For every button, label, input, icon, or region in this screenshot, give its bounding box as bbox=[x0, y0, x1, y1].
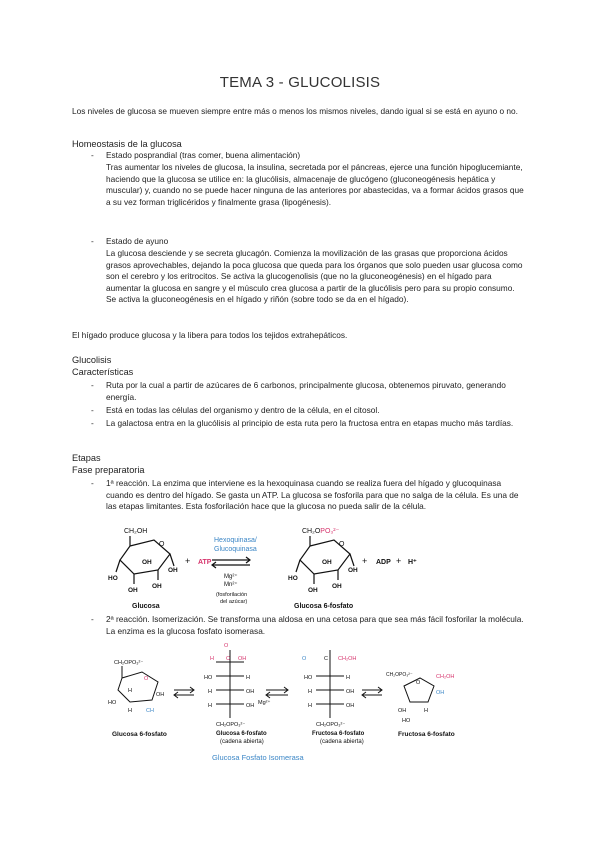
ch-label: CH bbox=[146, 708, 154, 714]
ho-label: HO bbox=[204, 675, 213, 681]
ch2opo3-label: CH₂OPO₃²⁻ bbox=[386, 672, 413, 678]
ch2oh-label: CH₂OH bbox=[436, 674, 455, 680]
intro-paragraph: Los niveles de glucosa se mueven siempre entre más o menos los mismos niveles, dando igual si se está en ayuno o no. bbox=[72, 106, 518, 116]
cadena-abierta-label: (cadena abierta) bbox=[320, 739, 364, 745]
caracteristica-item: La galactosa entra en la glucólisis al principio de esta ruta pero la fructosa entra en etapas mucho más tardías. bbox=[106, 418, 514, 428]
oh-label: OH bbox=[308, 587, 318, 594]
ketone-oxygen: O bbox=[302, 656, 307, 662]
aldehyde-label: O bbox=[224, 643, 229, 649]
oh-label: OH bbox=[168, 567, 178, 574]
glucolisis-heading: Glucolisis bbox=[72, 355, 112, 365]
enzyme-glucoquinasa: Glucoquinasa bbox=[214, 546, 257, 553]
h-label: H bbox=[346, 675, 350, 681]
mn-cofactor: Mn²⁺ bbox=[224, 582, 238, 588]
fructosa-open-label: Fructosa 6-fosfato bbox=[312, 731, 365, 737]
mg-cofactor: Mg²⁺ bbox=[258, 700, 271, 706]
ayuno-label: Estado de ayuno bbox=[106, 236, 169, 246]
ayuno-text: La glucosa desciende y se secreta glucagón. Comienza la movilización de las grasas que proporciona ácidos grasos aprovechables, dejando la poca glucosa que queda para los órganos que solo pueden usar glucosa como son el cerebro y los eritrocitos. Se activa la glucogenolisis (que no la gluconeogénesis) en el hígado para aumentar la glucosa en sangre y el músculo crea glucosa a partir de la glucólisis pero para su propio consumo. Se activa la gluconeogénesis en el hígado y riñón (sobre todo se da en el hígado). bbox=[106, 248, 523, 305]
ch2opo3-label: CH₂OPO₃²⁻ bbox=[114, 660, 144, 666]
oh-label: OH bbox=[322, 559, 332, 566]
isomerasa-reaction-figure bbox=[108, 638, 488, 764]
bullet-dash: - bbox=[91, 236, 94, 246]
oh-label: OH bbox=[246, 689, 255, 695]
caracteristica-item: Ruta por la cual a partir de azúcares de 6 carbonos, principalmente glucosa, obtenemos piruvato, generando energía. bbox=[106, 380, 506, 402]
c-label: C bbox=[226, 656, 230, 662]
ch2opo3-label: CH₂OPO₃²⁻ bbox=[216, 722, 246, 728]
ring-oxygen: O bbox=[339, 541, 345, 548]
note-azucar: del azúcar) bbox=[220, 599, 248, 605]
oh-label: OH bbox=[346, 689, 355, 695]
h-label: H bbox=[210, 656, 214, 662]
cadena-abierta-label: (cadena abierta) bbox=[220, 739, 264, 745]
h-label: H bbox=[424, 708, 428, 714]
ch2opo3-label: CH₂OPO₃²⁻ bbox=[316, 722, 346, 728]
oh-label: OH bbox=[152, 583, 162, 590]
fructosa-6-fosfato-label: Fructosa 6-fosfato bbox=[398, 731, 455, 738]
note-fosforilacion: (fosforilación bbox=[216, 592, 248, 598]
isomerasa-caption: Glucosa Fosfato Isomerasa bbox=[212, 753, 304, 762]
oh-label: OH bbox=[398, 708, 407, 714]
caracteristicas-heading: Características bbox=[72, 367, 134, 377]
hexoquinasa-reaction-figure bbox=[108, 524, 488, 612]
ch2oh-label: CH₂OH bbox=[124, 528, 148, 535]
ring-oxygen: O bbox=[416, 680, 421, 686]
ho-label: HO bbox=[288, 575, 298, 582]
ho-label: HO bbox=[108, 575, 118, 582]
etapas-heading: Etapas bbox=[72, 453, 101, 463]
oh-label: OH bbox=[142, 559, 152, 566]
posprandial-text: Tras aumentar los niveles de glucosa, la insulina, secretada por el páncreas, ejerce una función hipoglucemiante, haciendo que la glucosa se utilice en: la glucólisis, almacenaje de glucógeno (gluconeogénesis hepática y muscular) y, cuando no se puede hacer ninguna de las anteriores por abastecidas, va a formar ácidos grasos que a su vez forman triglicéridos y finalmente grasa (lipogénesis). bbox=[106, 162, 524, 207]
glucosa-6-fosfato-label: Glucosa 6-fosfato bbox=[294, 603, 354, 610]
h-label: H bbox=[128, 708, 132, 714]
h-label: H bbox=[308, 689, 312, 695]
bullet-dash: - bbox=[91, 478, 94, 488]
ch2opo3-label: CH₂OPO₃²⁻ bbox=[302, 528, 340, 535]
plus-sign: + bbox=[396, 556, 402, 566]
bullet-dash: - bbox=[91, 614, 94, 624]
glucosa-label: Glucosa bbox=[132, 603, 160, 610]
h-label: H bbox=[308, 703, 312, 709]
fase-preparatoria-heading: Fase preparatoria bbox=[72, 465, 145, 475]
caracteristica-item: Está en todas las células del organismo y dentro de la célula, en el citosol. bbox=[106, 405, 380, 415]
glucosa-6-fosfato-label: Glucosa 6-fosfato bbox=[112, 731, 167, 738]
homeostasis-heading: Homeostasis de la glucosa bbox=[72, 139, 182, 149]
bullet-dash: - bbox=[91, 418, 94, 428]
page-title: TEMA 3 - GLUCOLISIS bbox=[219, 74, 381, 91]
oh-label: OH bbox=[348, 567, 358, 574]
oh-label: OH bbox=[346, 703, 355, 709]
ho-label: HO bbox=[108, 700, 117, 706]
c-label: C bbox=[324, 656, 328, 662]
higado-paragraph: El hígado produce glucosa y la libera para todos los tejidos extrahepáticos. bbox=[72, 330, 348, 340]
bullet-dash: - bbox=[91, 150, 94, 160]
oh-label: OH bbox=[128, 587, 138, 594]
ho-label: HO bbox=[304, 675, 313, 681]
proton-label: H⁺ bbox=[408, 559, 417, 566]
ch2oh-label: CH₂OH bbox=[338, 656, 357, 662]
bullet-dash: - bbox=[91, 380, 94, 390]
ho-label: HO bbox=[402, 718, 411, 724]
plus-sign: + bbox=[362, 556, 368, 566]
oh-label: OH bbox=[156, 692, 165, 698]
ring-oxygen: O bbox=[159, 541, 165, 548]
adp-label: ADP bbox=[376, 559, 391, 566]
reaction-1-text: 1ª reacción. La enzima que interviene es la hexoquinasa cuando se realiza fuera del hígado y glucoquinasa cuando es dentro del hígado. Se gasta un ATP. La glucosa se fosforila para que no salga de la célula. Es una de las etapas limitantes. Esta fosforilación hace que la glucosa no pueda salir de la célula. bbox=[106, 478, 519, 512]
posprandial-label: Estado posprandial (tras comer, buena alimentación) bbox=[106, 150, 301, 160]
atp-label: ATP bbox=[198, 559, 212, 566]
glucosa-open-label: Glucosa 6-fosfato bbox=[216, 731, 267, 737]
mg-cofactor: Mg²⁺ bbox=[224, 574, 238, 580]
oh-label: OH bbox=[246, 703, 255, 709]
enzyme-hexoquinasa: Hexoquinasa/ bbox=[214, 537, 257, 544]
h-label: H bbox=[128, 688, 132, 694]
h-label: H bbox=[208, 689, 212, 695]
oh-label: OH bbox=[238, 656, 247, 662]
ring-oxygen: O bbox=[144, 676, 149, 682]
h-label: H bbox=[246, 675, 250, 681]
plus-sign: + bbox=[185, 556, 191, 566]
oh-label: OH bbox=[436, 690, 445, 696]
oh-label: OH bbox=[332, 583, 342, 590]
h-label: H bbox=[208, 703, 212, 709]
bullet-dash: - bbox=[91, 405, 94, 415]
reaction-2-text: 2ª reacción. Isomerización. Se transforma una aldosa en una cetosa para que sea más fácil fosforilar la molécula. La enzima es la glucosa fosfato isomerasa. bbox=[106, 614, 524, 636]
